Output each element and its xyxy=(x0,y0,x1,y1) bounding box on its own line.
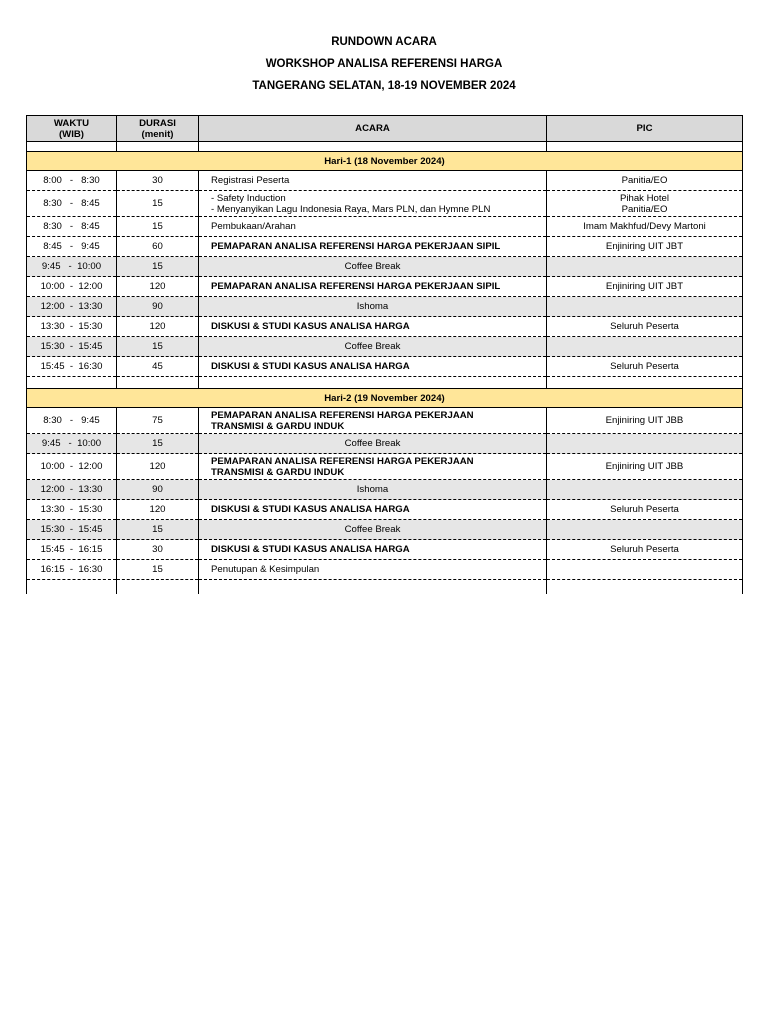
document-header xyxy=(0,34,768,100)
spacer-cell xyxy=(117,377,199,389)
acara-line: Registrasi Peserta xyxy=(211,175,290,186)
time-cell: 8:00 - 8:30 xyxy=(27,171,117,191)
pic-line: Enjiniring UIT JBT xyxy=(605,241,684,252)
acara-line: DISKUSI & STUDI KASUS ANALISA HARGA xyxy=(211,504,410,515)
acara-cell xyxy=(199,297,547,317)
acara-line: PEMAPARAN ANALISA REFERENSI HARGA PEKERJAAN SIPIL xyxy=(211,281,501,292)
tail-cell xyxy=(199,580,547,595)
schedule-row xyxy=(27,297,743,317)
pic-cell xyxy=(547,520,743,540)
acara-cell xyxy=(199,540,547,560)
acara-line: Ishoma xyxy=(356,301,389,312)
pic-cell xyxy=(547,257,743,277)
spacer-cell xyxy=(27,377,117,389)
acara-cell xyxy=(199,500,547,520)
pic-line: Enjiniring UIT JBT xyxy=(605,281,684,292)
duration-cell: 75 xyxy=(117,408,199,434)
pic-line: Panitia/EO xyxy=(621,175,668,186)
pic-cell xyxy=(547,434,743,454)
duration-cell: 15 xyxy=(117,217,199,237)
schedule-row xyxy=(27,317,743,337)
acara-cell xyxy=(199,171,547,191)
pic-cell xyxy=(547,191,743,217)
duration-cell: 30 xyxy=(117,171,199,191)
pic-line: Panitia/EO xyxy=(621,203,668,215)
acara-line: - Safety Induction xyxy=(211,192,286,204)
header-durasi: DURASI (menit) xyxy=(117,116,199,142)
time-cell: 16:15 - 16:30 xyxy=(27,560,117,580)
rundown-table xyxy=(26,115,743,594)
spacer-row xyxy=(27,142,743,152)
acara-cell xyxy=(199,217,547,237)
document-subtitle: WORKSHOP ANALISA REFERENSI HARGA xyxy=(265,58,503,70)
acara-line: DISKUSI & STUDI KASUS ANALISA HARGA xyxy=(211,321,410,332)
time-cell: 10:00 - 12:00 xyxy=(27,277,117,297)
pic-cell xyxy=(547,317,743,337)
time-cell: 15:45 - 16:15 xyxy=(27,540,117,560)
spacer-cell xyxy=(547,377,743,389)
day-header-row xyxy=(27,152,743,171)
schedule-row xyxy=(27,237,743,257)
duration-cell: 15 xyxy=(117,337,199,357)
time-cell: 8:45 - 9:45 xyxy=(27,237,117,257)
acara-line: Pembukaan/Arahan xyxy=(211,221,296,232)
pic-cell xyxy=(547,560,743,580)
acara-cell xyxy=(199,337,547,357)
duration-cell: 15 xyxy=(117,434,199,454)
time-cell: 8:30 - 8:45 xyxy=(27,217,117,237)
duration-cell: 60 xyxy=(117,237,199,257)
schedule-row xyxy=(27,480,743,500)
duration-cell: 120 xyxy=(117,500,199,520)
document-title: RUNDOWN ACARA xyxy=(331,36,437,48)
acara-line: Penutupan & Kesimpulan xyxy=(211,564,320,575)
acara-cell xyxy=(199,520,547,540)
tail-cell xyxy=(27,580,117,595)
header-waktu: WAKTU (WIB) xyxy=(27,116,117,142)
duration-cell: 120 xyxy=(117,277,199,297)
header-acara: ACARA xyxy=(199,116,547,142)
pic-line: Imam Makhfud/Devy Martoni xyxy=(583,221,706,232)
spacer-cell xyxy=(547,142,743,152)
pic-cell xyxy=(547,277,743,297)
pic-cell xyxy=(547,171,743,191)
schedule-row xyxy=(27,191,743,217)
acara-line: Coffee Break xyxy=(344,261,401,272)
pic-cell xyxy=(547,337,743,357)
pic-cell xyxy=(547,480,743,500)
duration-cell: 30 xyxy=(117,540,199,560)
acara-line: Coffee Break xyxy=(344,341,401,352)
duration-cell: 15 xyxy=(117,191,199,217)
day-header-row xyxy=(27,389,743,408)
pic-line: Enjiniring UIT JBB xyxy=(605,461,684,472)
spacer-cell xyxy=(199,142,547,152)
time-cell: 8:30 - 9:45 xyxy=(27,408,117,434)
pic-line: Seluruh Peserta xyxy=(610,361,679,372)
schedule-row xyxy=(27,434,743,454)
acara-cell xyxy=(199,191,547,217)
acara-cell xyxy=(199,357,547,377)
pic-cell xyxy=(547,408,743,434)
duration-cell: 45 xyxy=(117,357,199,377)
schedule-row xyxy=(27,357,743,377)
acara-line: PEMAPARAN ANALISA REFERENSI HARGA PEKERJAAN SIPIL xyxy=(211,241,501,252)
time-cell: 15:30 - 15:45 xyxy=(27,337,117,357)
spacer-cell xyxy=(27,142,117,152)
time-cell: 10:00 - 12:00 xyxy=(27,454,117,480)
spacer-cell xyxy=(117,142,199,152)
schedule-row xyxy=(27,500,743,520)
duration-cell: 15 xyxy=(117,560,199,580)
spacer-cell xyxy=(199,377,547,389)
pic-cell xyxy=(547,500,743,520)
acara-cell xyxy=(199,560,547,580)
duration-cell: 15 xyxy=(117,257,199,277)
pic-line: Pihak Hotel xyxy=(619,192,670,204)
duration-cell: 90 xyxy=(117,480,199,500)
acara-line: Coffee Break xyxy=(344,524,401,535)
acara-line: TRANSMISI & GARDU INDUK xyxy=(211,466,345,478)
time-cell: 12:00 - 13:30 xyxy=(27,480,117,500)
acara-cell xyxy=(199,277,547,297)
schedule-row xyxy=(27,540,743,560)
schedule-row xyxy=(27,454,743,480)
pic-cell xyxy=(547,237,743,257)
pic-line: Seluruh Peserta xyxy=(610,504,679,515)
acara-line: TRANSMISI & GARDU INDUK xyxy=(211,420,345,432)
tail-cell xyxy=(117,580,199,595)
day-label: Hari-1 (18 November 2024) xyxy=(27,152,743,171)
schedule-row xyxy=(27,520,743,540)
table-header xyxy=(27,116,743,142)
acara-cell xyxy=(199,454,547,480)
time-cell: 15:45 - 16:30 xyxy=(27,357,117,377)
time-cell: 13:30 - 15:30 xyxy=(27,500,117,520)
time-cell: 8:30 - 8:45 xyxy=(27,191,117,217)
duration-cell: 120 xyxy=(117,317,199,337)
duration-cell: 15 xyxy=(117,520,199,540)
acara-cell xyxy=(199,434,547,454)
acara-line: PEMAPARAN ANALISA REFERENSI HARGA PEKERJAAN xyxy=(211,455,474,467)
pic-cell xyxy=(547,297,743,317)
time-cell: 13:30 - 15:30 xyxy=(27,317,117,337)
time-cell: 9:45 - 10:00 xyxy=(27,434,117,454)
schedule-row xyxy=(27,171,743,191)
acara-cell xyxy=(199,480,547,500)
pic-cell xyxy=(547,540,743,560)
time-cell: 12:00 - 13:30 xyxy=(27,297,117,317)
acara-line: DISKUSI & STUDI KASUS ANALISA HARGA xyxy=(211,361,410,372)
pic-line: Enjiniring UIT JBB xyxy=(605,415,684,426)
spacer-row xyxy=(27,377,743,389)
acara-cell xyxy=(199,257,547,277)
day-label: Hari-2 (19 November 2024) xyxy=(27,389,743,408)
table-tail-row xyxy=(27,580,743,595)
pic-cell xyxy=(547,217,743,237)
acara-line: PEMAPARAN ANALISA REFERENSI HARGA PEKERJAAN xyxy=(211,409,474,421)
duration-cell: 90 xyxy=(117,297,199,317)
pic-cell xyxy=(547,357,743,377)
schedule-row xyxy=(27,337,743,357)
document-location-date: TANGERANG SELATAN, 18-19 NOVEMBER 2024 xyxy=(252,80,516,92)
acara-line: Ishoma xyxy=(356,484,389,495)
time-cell: 9:45 - 10:00 xyxy=(27,257,117,277)
pic-cell xyxy=(547,454,743,480)
schedule-row xyxy=(27,257,743,277)
schedule-row xyxy=(27,217,743,237)
pic-line: Seluruh Peserta xyxy=(610,321,679,332)
duration-cell: 120 xyxy=(117,454,199,480)
header-pic: PIC xyxy=(547,116,743,142)
time-cell: 15:30 - 15:45 xyxy=(27,520,117,540)
acara-cell xyxy=(199,317,547,337)
schedule-row xyxy=(27,277,743,297)
tail-cell xyxy=(547,580,743,595)
pic-line: Seluruh Peserta xyxy=(610,544,679,555)
schedule-row xyxy=(27,560,743,580)
acara-line: DISKUSI & STUDI KASUS ANALISA HARGA xyxy=(211,544,410,555)
table-body xyxy=(27,142,743,595)
acara-cell xyxy=(199,237,547,257)
acara-line: - Menyanyikan Lagu Indonesia Raya, Mars PLN, dan Hymne PLN xyxy=(211,203,491,215)
acara-line: Coffee Break xyxy=(344,438,401,449)
acara-cell xyxy=(199,408,547,434)
schedule-row xyxy=(27,408,743,434)
